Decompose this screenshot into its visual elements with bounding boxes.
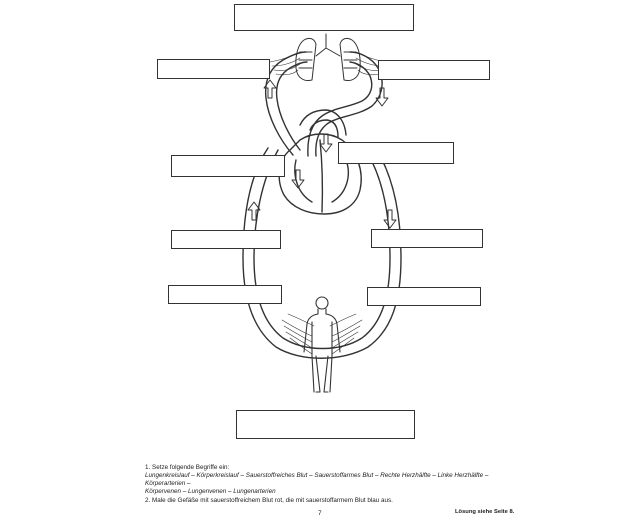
label-box-left-mid[interactable] (171, 230, 281, 249)
task-2-text: 2. Male die Gefäße mit sauerstoffreichem Blut rot, die mit sauerstoffarmem Blut blau aus. (145, 497, 393, 504)
label-box-right-heart[interactable] (338, 142, 454, 164)
heart-septum (320, 140, 322, 212)
arrow-down-right-body (384, 210, 396, 228)
label-box-bottom[interactable] (236, 410, 415, 439)
arrow-down-heart-right (320, 134, 332, 152)
solution-note: Lösung siehe Seite 8. (455, 509, 515, 515)
label-box-right-lower[interactable] (367, 287, 481, 306)
task-1 (145, 464, 525, 496)
lungs (296, 34, 360, 81)
label-box-top[interactable] (234, 4, 414, 31)
task-1-terms-line-1: Lungenkreislauf – Körperkreislauf – Sauerstoffreiches Blut – Sauerstoffarmes Blut – Rechte Herzhälfte – Linke Herzhälfte – Körperarterien – (145, 472, 489, 487)
heart-inner-right (332, 160, 348, 202)
label-box-left-lower[interactable] (168, 285, 282, 304)
label-box-left-heart[interactable] (171, 155, 285, 177)
task-2 (145, 497, 465, 505)
label-box-right-upper[interactable] (378, 60, 490, 80)
crossing-vessel-outer (300, 110, 346, 135)
lung-capillaries (270, 52, 386, 75)
pulmonary-vessel-left-inner (277, 62, 307, 150)
task-1-terms-line-2: Körpervenen – Lungenvenen – Lungenarterien (145, 488, 276, 495)
label-box-right-mid[interactable] (371, 229, 483, 248)
page-number: 7 (318, 510, 322, 517)
arrow-down-right-lung (376, 88, 388, 106)
human-figure (304, 297, 340, 392)
label-box-left-upper[interactable] (157, 59, 270, 79)
task-1-title: 1. Setze folgende Begriffe ein: (145, 464, 230, 471)
